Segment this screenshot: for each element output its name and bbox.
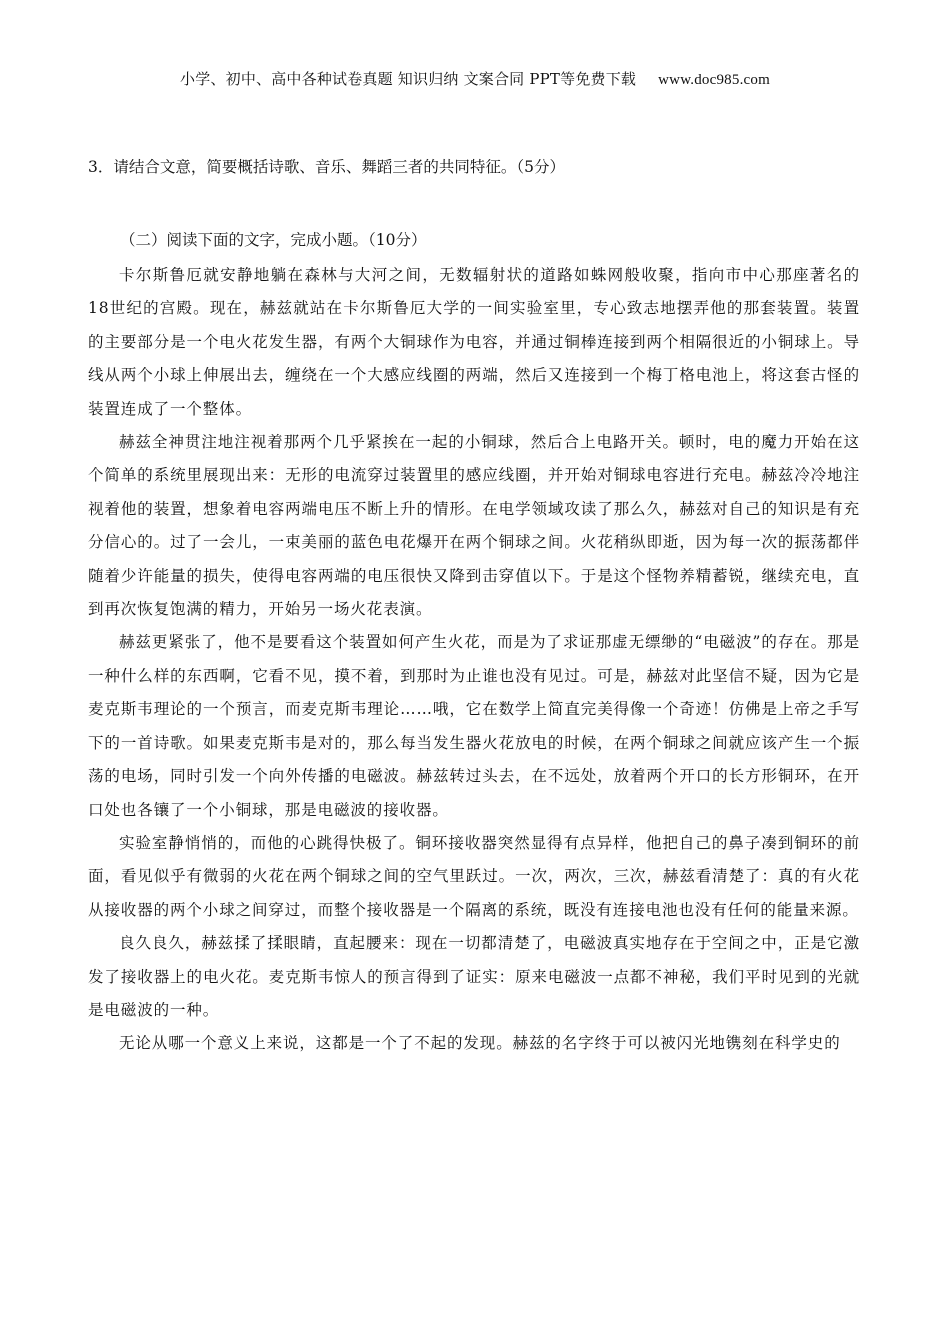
passage-paragraph: 卡尔斯鲁厄就安静地躺在森林与大河之间，无数辐射状的道路如蛛网般收聚，指向市中心那座著名的18世纪的宫殿。现在，赫兹就站在卡尔斯鲁厄大学的一间实验室里，专心致志地摆弄他的那套装置。装置的主要部分是一个电火花发生器，有两个大铜球作为电容，并通过铜棒连接到两个相隔很近的小铜球上。导线从两个小球上伸展出去，缠绕在一个大感应线圈的两端，然后又连接到一个梅丁格电池上，将这套古怪的装置连成了一个整体。 xyxy=(88,266,860,418)
passage-paragraph: 实验室静悄悄的，而他的心跳得快极了。铜环接收器突然显得有点异样，他把自己的鼻子凑到铜环的前面，看见似乎有微弱的火花在两个铜球之间的空气里跃过。一次，两次，三次，赫兹看清楚了：真的有火花从接收器的两个小球之间穿过，而整个接收器是一个隔离的系统，既没有连接电池也没有任何的能量来源。 xyxy=(88,833,860,919)
section-title: （二）阅读下面的文字，完成小题。（10分） xyxy=(120,231,427,249)
header-site-url[interactable]: www.doc985.com xyxy=(658,72,770,88)
question-3: 3．请结合文意，简要概括诗歌、音乐、舞蹈三者的共同特征。（5分） xyxy=(88,158,565,176)
reading-passage xyxy=(88,259,860,1061)
passage-paragraph: 无论从哪一个意义上来说，这都是一个了不起的发现。赫兹的名字终于可以被闪光地镌刻在科学史的 xyxy=(119,1034,841,1053)
header-text: 小学、初中、高中各种试卷真题 知识归纳 文案合同 PPT等免费下载 xyxy=(180,70,637,88)
page-header xyxy=(0,68,950,89)
passage-paragraph: 赫兹全神贯注地注视着那两个几乎紧挨在一起的小铜球，然后合上电路开关。顿时，电的魔力开始在这个简单的系统里展现出来：无形的电流穿过装置里的感应线圈，并开始对铜球电容进行充电。赫兹冷冷地注视着他的装置，想象着电容两端电压不断上升的情形。在电学领域攻读了那么久，赫兹对自己的知识是有充分信心的。过了一会儿，一束美丽的蓝色电花爆开在两个铜球之间。火花稍纵即逝，因为每一次的振荡都伴随着少许能量的损失，使得电容两端的电压很快又降到击穿值以下。于是这个怪物养精蓄锐，继续充电，直到再次恢复饱满的精力，开始另一场火花表演。 xyxy=(88,433,860,619)
passage-paragraph: 良久良久，赫兹揉了揉眼睛，直起腰来：现在一切都清楚了，电磁波真实地存在于空间之中，正是它激发了接收器上的电火花。麦克斯韦惊人的预言得到了证实：原来电磁波一点都不神秘，我们平时见到的光就是电磁波的一种。 xyxy=(88,934,860,1019)
passage-paragraph: 赫兹更紧张了，他不是要看这个装置如何产生火花，而是为了求证那虚无缥缈的“电磁波”的存在。那是一种什么样的东西啊，它看不见，摸不着，到那时为止谁也没有见过。可是，赫兹对此坚信不疑，因为它是麦克斯韦理论的一个预言，而麦克斯韦理论……哦，它在数学上简直完美得像一个奇迹！仿佛是上帝之手写下的一首诗歌。如果麦克斯韦是对的，那么每当发生器火花放电的时候，在两个铜球之间就应该产生一个振荡的电场，同时引发一个向外传播的电磁波。赫兹转过头去，在不远处，放着两个开口的长方形铜环，在开口处也各镶了一个小铜球，那是电磁波的接收器。 xyxy=(88,633,860,819)
